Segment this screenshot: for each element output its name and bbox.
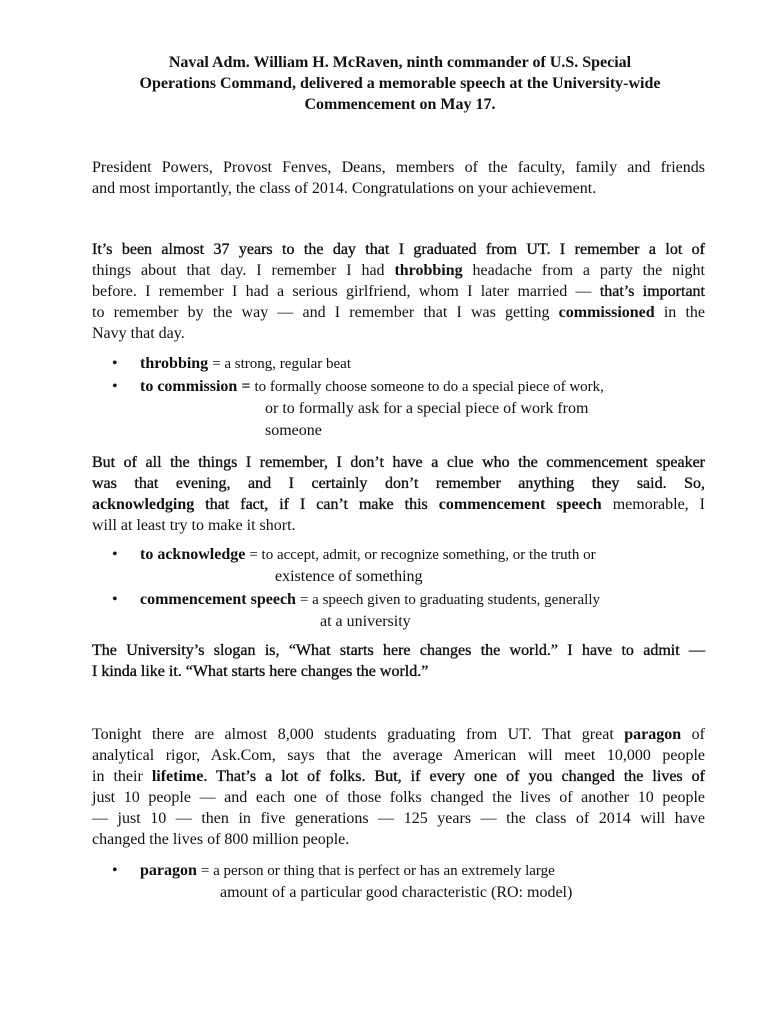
paragraph-line [92,515,705,536]
glossary-term: paragon [140,862,197,879]
vocabulary-term: commencement speech [438,496,602,513]
paragraph-line [92,178,705,199]
text-run: to remember by the way — and I remember that I was getting [92,304,559,321]
glossary-definition: someone [265,422,322,439]
paragraph-line [92,157,705,178]
vocabulary-term: throbbing [394,262,463,279]
vocabulary-term: lifetime [151,768,204,785]
text-run: things about that day. I remember I had [92,262,395,279]
glossary-item [112,544,596,588]
paragraph-line [92,808,705,829]
text-run: that’s important [599,283,705,300]
glossary-definition: or to formally ask for a special piece of work from [265,400,589,417]
paragraph-line [92,452,705,473]
paragraph-line [92,724,705,745]
text-run: — just 10 — then in five generations — 125 years — the class of 2014 will have [92,810,705,827]
glossary-definition: = a speech given to graduating students, generally [299,592,600,608]
paragraph [92,452,705,536]
text-run: changed the lives of 800 million people. [92,831,350,848]
text-run: will at least try to make it short. [92,517,296,534]
text-run: President Powers, Provost Fenves, Deans, members of the faculty, family and friends [92,159,705,176]
paragraph-line [92,787,705,808]
glossary-item [112,376,604,442]
text-run: in the [654,304,705,321]
vocabulary-term: paragon [624,726,682,743]
text-run: It’s been almost 37 years to the day that I graduated from UT. I remember a lot of [92,241,705,258]
bullet-icon: • [112,378,118,395]
text-run: But of all the things I remember, I don’t have a clue who the commencement speaker [92,454,705,471]
bullet-icon: • [112,862,118,879]
text-run: just 10 people — and each one of those folks changed the lives of another 10 people [92,789,705,806]
glossary-term: commencement speech [140,591,296,608]
text-run: analytical rigor, Ask.Com, says that the average American will meet 10,000 people [92,747,705,764]
text-run: that fact, if I can’t make this [194,496,439,513]
glossary-term: to commission = [140,378,251,395]
text-run: of [681,726,705,743]
paragraph-line [92,494,705,515]
title-line: Naval Adm. William H. McRaven, ninth commander of U.S. Special [168,54,632,71]
glossary-definition: existence of something [275,568,423,585]
paragraph-line [92,766,705,787]
text-run: and most importantly, the class of 2014. Congratulations on your achievement. [92,180,597,197]
text-run: . That’s a lot of folks. But, if every one of you changed the lives of [203,768,706,785]
paragraph [92,640,705,682]
paragraph [92,157,705,199]
text-run: Tonight there are almost 8,000 students graduating from UT. That great [92,726,625,743]
glossary-definition: = to accept, admit, or recognize something, or the truth or [249,547,596,563]
title-line: Commencement on May 17. [304,96,496,113]
bullet-icon: • [112,355,118,372]
text-run: Navy that day. [92,325,185,342]
paragraph-line [92,323,705,344]
paragraph [92,724,705,850]
paragraph-line [92,302,705,323]
glossary-item [112,860,572,904]
paragraph-line [92,640,705,661]
text-run: I kinda like it. “What starts here changes the world.” [92,663,429,680]
text-run: before. I remember I had a serious girlfriend, whom I later married — [92,283,600,300]
title-line: Operations Command, delivered a memorable speech at the University-wide [139,75,661,92]
bullet-icon: • [112,591,118,608]
paragraph-line [92,661,705,682]
glossary-definition: at a university [320,613,411,630]
vocabulary-term: acknowledging [92,496,195,513]
glossary-definition: = a strong, regular beat [212,356,352,372]
glossary-term: to acknowledge [140,546,246,563]
paragraph-line [92,239,705,260]
paragraph-line [92,473,705,494]
glossary-definition: = a person or thing that is perfect or has an extremely large [200,863,555,879]
text-run: was that evening, and I certainly don’t remember anything they said. So, [92,475,705,492]
paragraph-line [92,260,705,281]
glossary-definition: amount of a particular good characteristic (RO: model) [220,884,573,901]
glossary-term: throbbing [140,355,209,372]
text-run: memorable, I [601,496,706,513]
glossary-item [112,589,600,633]
text-run: headache from a party the night [462,262,706,279]
document-title [80,52,720,115]
text-run: in their [92,768,152,785]
paragraph-line [92,829,705,850]
bullet-icon: • [112,546,118,563]
paragraph-line [92,745,705,766]
glossary-item [112,353,351,375]
text-run: The University’s slogan is, “What starts here changes the world.” I have to admit — [92,642,705,659]
paragraph [92,239,705,344]
paragraph-line [92,281,705,302]
glossary-definition: to formally choose someone to do a special piece of work, [254,379,604,395]
vocabulary-term: commissioned [558,304,655,321]
